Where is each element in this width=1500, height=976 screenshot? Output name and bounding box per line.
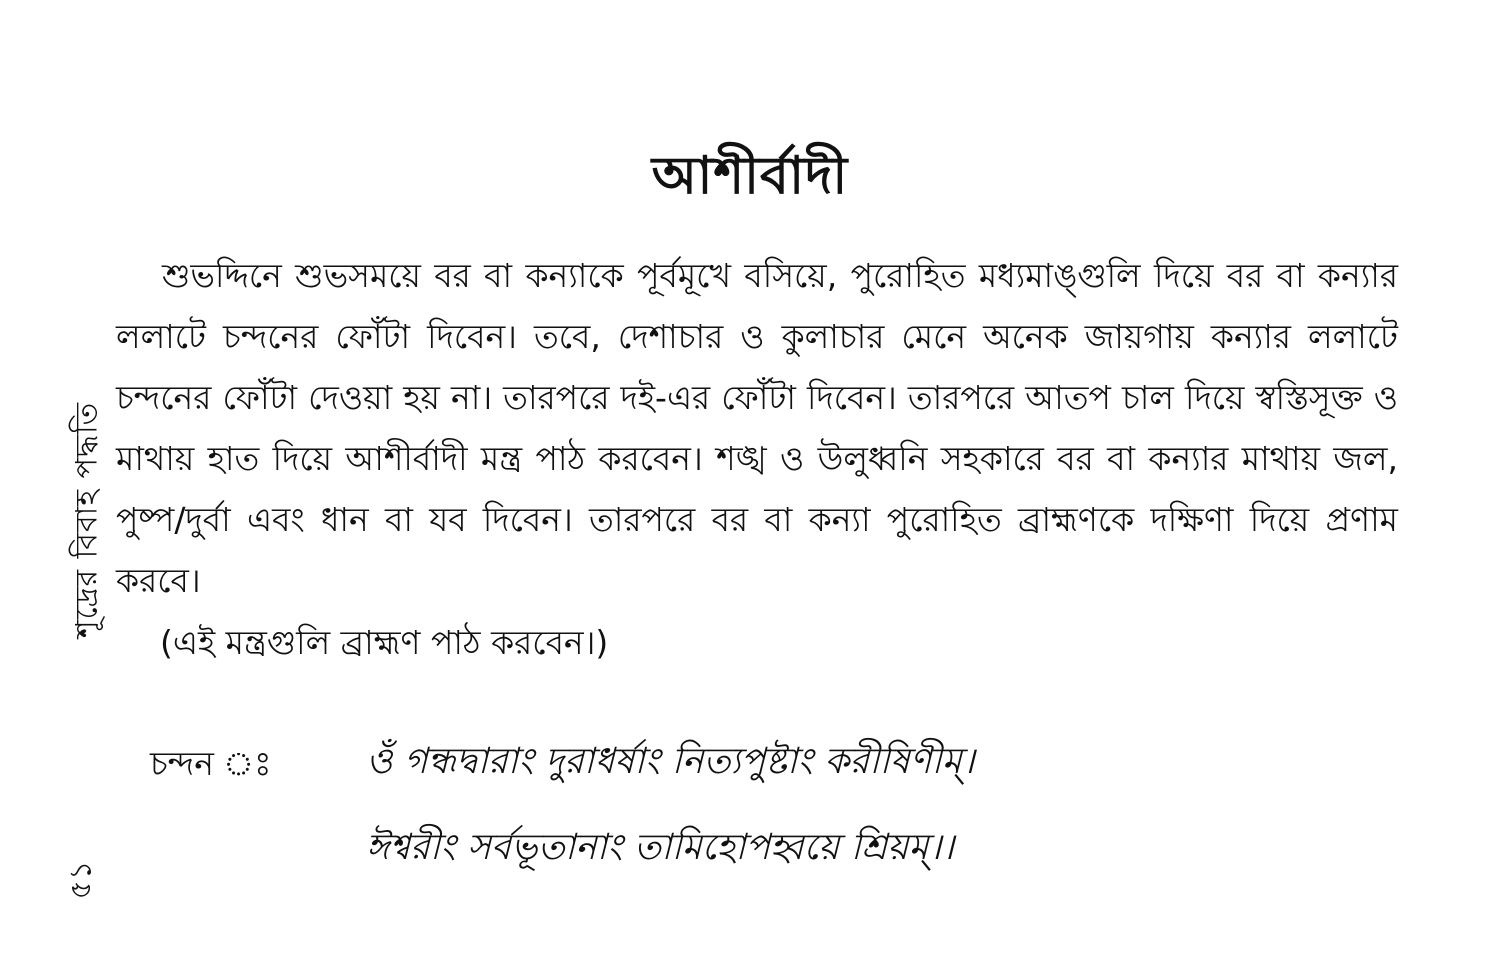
mantra-line-2: ঈশ্বরীং সর্বভূতানাং তামিহোপহ্বয়ে শ্রিয়ম্।। (366, 827, 955, 868)
page-title: আশীর্বাদী (651, 146, 849, 206)
mantra-line-1: ওঁ গন্ধদ্বারাং দুরাধর্ষাং নিত্যপুষ্টাং করীষিণীম্। (366, 741, 975, 782)
side-running-head: শূদ্রের বিবাহ পদ্ধতি (69, 401, 105, 639)
page-number: ৫১ (63, 860, 99, 900)
mantra-label: চন্দন ঃ (150, 744, 272, 783)
body-paragraph: শুভদ্দিনে শুভসময়ে বর বা কন্যাকে পূর্বমূখে বসিয়ে, পুরোহিত মধ্যমাঙ্গুলি দিয়ে বর বা কন্যার ললাটে চন্দনের ফোঁটা দিবেন। তবে, দেশাচার ও কুলাচার মেনে অনেক জায়গায় কন্যার ললাটে চন্দনের ফোঁটা দেওয়া হয় না। তারপরে দই-এর ফোঁটা দিবেন। তারপরে আতপ চাল দিয়ে স্বস্তিসূক্ত ও মাথায় হাত দিয়ে আশীর্বাদী মন্ত্র পাঠ করবেন। শঙ্খ ও উলুধ্বনি সহকারে বর বা কন্যার মাথায় জল, পুষ্প/দুর্বা এবং ধান বা যব দিবেন। তারপরে বর বা কন্যা পুরোহিত ব্রাহ্মণকে দক্ষিণা দিয়ে প্রণাম করবে। (116, 256, 1398, 600)
instruction-note: (এই মন্ত্রগুলি ব্রাহ্মণ পাঠ করবেন।) (160, 623, 609, 662)
